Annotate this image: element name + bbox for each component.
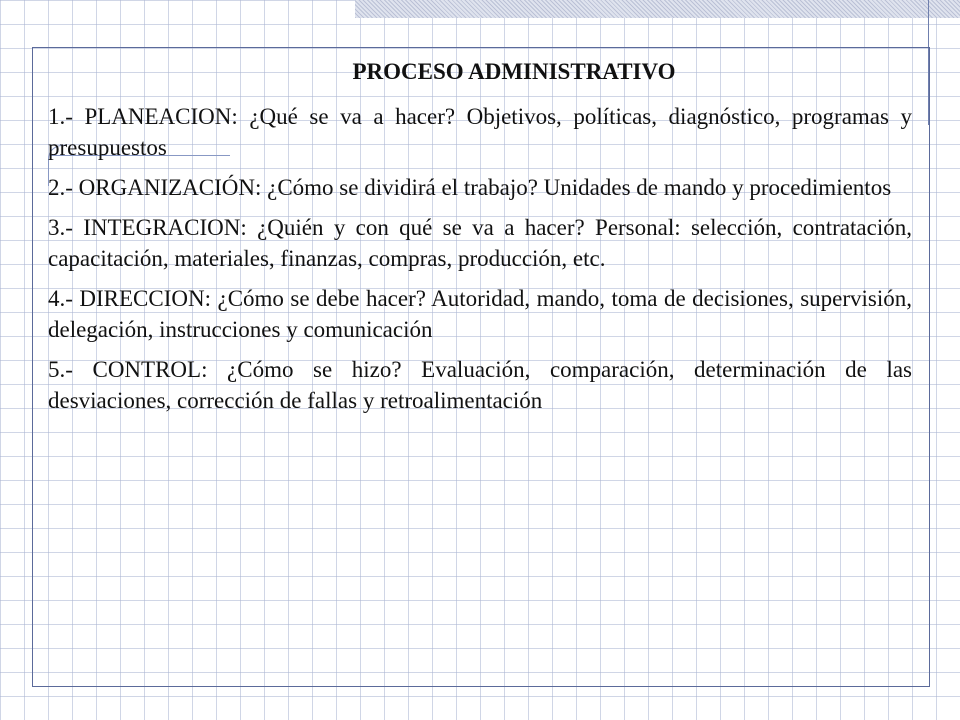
slide-content	[48, 57, 912, 425]
process-step-planeacion: 1.- PLANEACION: ¿Qué se va a hacer? Objetivos, políticas, diagnóstico, programas y presupuestos	[48, 104, 912, 160]
slide-title: PROCESO ADMINISTRATIVO	[352, 59, 676, 84]
process-step-control: 5.- CONTROL: ¿Cómo se hizo? Evaluación, comparación, determinación de las desviaciones, corrección de fallas y retroalimentación	[48, 357, 912, 413]
process-step-integracion: 3.- INTEGRACION: ¿Quién y con qué se va a hacer? Personal: selección, contratación, capacitación, materiales, finanzas, compras, producción, etc.	[48, 215, 912, 271]
decorative-corner-band	[355, 0, 960, 18]
process-step-direccion: 4.- DIRECCION: ¿Cómo se debe hacer? Autoridad, mando, toma de decisiones, supervisión, delegación, instrucciones y comunicación	[48, 286, 912, 342]
process-step-organizacion: 2.- ORGANIZACIÓN: ¿Cómo se dividirá el trabajo? Unidades de mando y procedimientos	[48, 175, 892, 200]
